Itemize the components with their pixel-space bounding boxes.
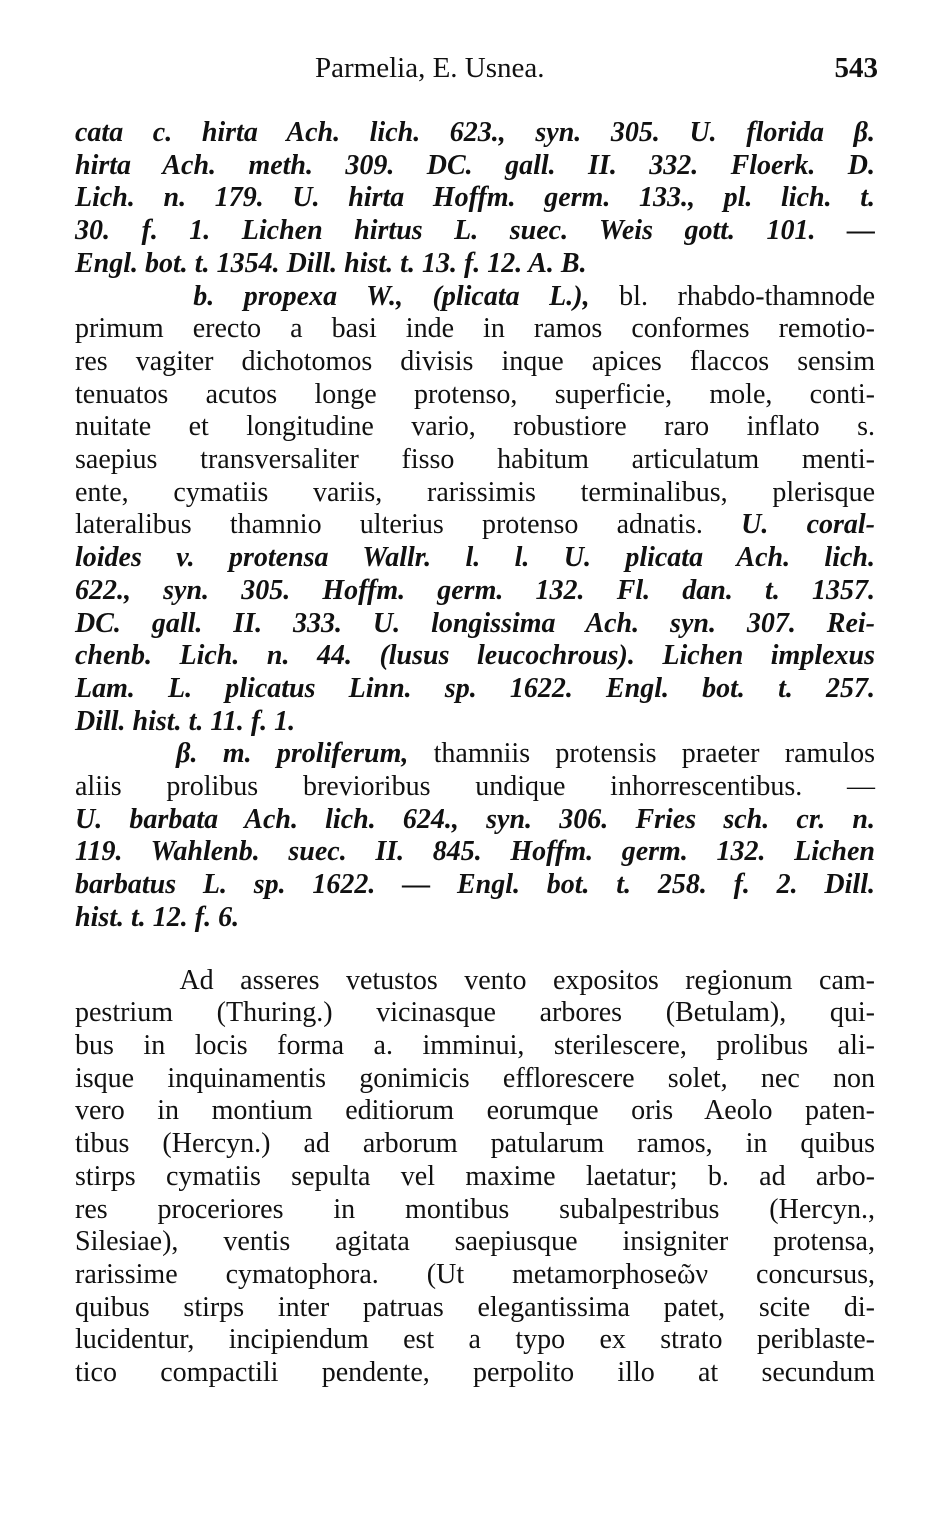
body-segment: stirps cymatiis sepulta vel maxime laetatur; b. ad arbo- [75, 1160, 875, 1192]
citation-text: Dill. hist. t. 11. f. 1. [75, 705, 296, 737]
body-segment: tico compactili pendente, perpolito illo at secundum [75, 1357, 875, 1389]
text-line [75, 804, 875, 837]
page-number: 543 [834, 52, 878, 84]
body-segment: rarissime cymatophora. (Ut metamorphoseῶν concursus, [75, 1258, 875, 1290]
text-line [75, 902, 875, 935]
body-segment: ente, cymatiis variis, rarissimis terminalibus, plerisque [75, 476, 875, 508]
text-line [75, 1063, 875, 1096]
text-line [75, 869, 875, 902]
text-line [75, 1357, 875, 1390]
text-line [75, 346, 875, 379]
citation-text: 622., syn. 305. Hoffm. germ. 132. Fl. dan. t. 1357. [75, 574, 875, 606]
text-line [75, 1030, 875, 1063]
body-segment: pestrium (Thuring.) vicinasque arbores (Betulam), qui- [75, 997, 875, 1029]
text-line [75, 608, 875, 641]
running-header [60, 52, 878, 92]
body-segment: nuitate et longitudine vario, robustiore raro inflato s. [75, 411, 875, 443]
running-title: Parmelia, E. Usnea. [315, 52, 545, 84]
body-segment: saepius transversaliter fisso habitum articulatum menti- [75, 444, 875, 476]
text-line [75, 1226, 875, 1259]
text-line [75, 477, 875, 510]
text-line [75, 509, 875, 542]
body-segment: Silesiae), ventis agitata saepiusque insigniter protensa, [75, 1226, 875, 1258]
citation-text: hist. t. 12. f. 6. [75, 901, 240, 933]
body-segment: Ad asseres vetustos vento expositos regionum cam- [75, 964, 875, 996]
text-line [75, 1259, 875, 1292]
text-line [75, 1161, 875, 1194]
text-line [75, 1194, 875, 1227]
citation-text: hirta Ach. meth. 309. DC. gall. II. 332. Floerk. D. [75, 149, 875, 181]
citation-text: loides v. protensa Wallr. l. l. U. plicata Ach. lich. [75, 542, 875, 574]
text-line [75, 738, 875, 771]
text-line [75, 379, 875, 412]
citation-text: Engl. bot. t. 1354. Dill. hist. t. 13. f. 12. A. B. [75, 247, 587, 279]
text-line [75, 1095, 875, 1128]
text-line [75, 997, 875, 1030]
citation-text: 119. Wahlenb. suec. II. 845. Hoffm. germ. 132. Lichen [75, 836, 875, 868]
citation-text: β. m. proliferum, [75, 738, 434, 770]
citation-text: cata c. hirta Ach. lich. 623., syn. 305. U. florida β. [75, 117, 875, 148]
citation-text: U. coral- [741, 509, 875, 541]
text-line [75, 1324, 875, 1357]
text-line [75, 313, 875, 346]
citation-text: Lich. n. 179. U. hirta Hoffm. germ. 133., pl. lich. t. [75, 182, 875, 214]
body-segment: primum erecto a basi inde in ramos conformes remotio- [75, 313, 875, 345]
citation-text: U. barbata Ach. lich. 624., syn. 306. Fries sch. cr. n. [75, 803, 875, 835]
text-line [75, 150, 875, 183]
body-segment: lateralibus thamnio ulterius protenso adnatis. [75, 509, 742, 541]
body-segment: tenuatos acutos longe protenso, superficie, mole, conti- [75, 378, 875, 410]
text-line [75, 1292, 875, 1325]
text-line [75, 248, 875, 281]
body-segment: quibus stirps inter patruas elegantissima patet, scite di- [75, 1291, 875, 1323]
text-line [75, 673, 875, 706]
paragraph-gap [75, 935, 875, 965]
body-segment: res proceriores in montibus subalpestribus (Hercyn., [75, 1193, 875, 1225]
body-segment: tibus (Hercyn.) ad arborum patularum ramos, in quibus [75, 1128, 875, 1160]
text-line [75, 215, 875, 248]
body-segment: bl. rhabdo-thamnode [619, 280, 875, 312]
citation-text: 30. f. 1. Lichen hirtus L. suec. Weis gott. 101. — [75, 215, 875, 247]
body-segment: aliis prolibus brevioribus undique inhorrescentibus. — [75, 771, 875, 803]
body-segment: bus in locis forma a. imminui, sterilescere, prolibus ali- [75, 1029, 875, 1061]
citation-text: Lam. L. plicatus Linn. sp. 1622. Engl. bot. t. 257. [75, 672, 875, 704]
text-line [75, 444, 875, 477]
text-line [75, 1128, 875, 1161]
text-line [75, 771, 875, 804]
body-segment: vero in montium editiorum eorumque oris Aeolo paten- [75, 1095, 875, 1127]
body-segment: res vagiter dichotomos divisis inque apices flaccos sensim [75, 345, 875, 377]
citation-text: DC. gall. II. 333. U. longissima Ach. syn. 307. Rei- [75, 607, 875, 639]
citation-text: b. propexa W., (plicata L.), [75, 280, 620, 312]
text-line [75, 281, 875, 314]
text-line [75, 965, 875, 998]
text-line [75, 411, 875, 444]
citation-text: barbatus L. sp. 1622. — Engl. bot. t. 258. f. 2. Dill. [75, 869, 875, 901]
text-line [75, 640, 875, 673]
text-line [75, 706, 875, 739]
text-line [75, 542, 875, 575]
citation-text: chenb. Lich. n. 44. (lusus leucochrous). Lichen implexus [75, 640, 875, 672]
body-segment: thamniis protensis praeter ramulos [433, 738, 876, 770]
text-line [75, 575, 875, 608]
text-line [75, 117, 875, 150]
text-line [75, 182, 875, 215]
body-segment: isque inquinamentis gonimicis efflorescere solet, nec non [75, 1062, 875, 1094]
text-line [75, 836, 875, 869]
body-segment: lucidentur, incipiendum est a typo ex strato periblaste- [75, 1324, 875, 1356]
body-text [75, 117, 875, 1390]
